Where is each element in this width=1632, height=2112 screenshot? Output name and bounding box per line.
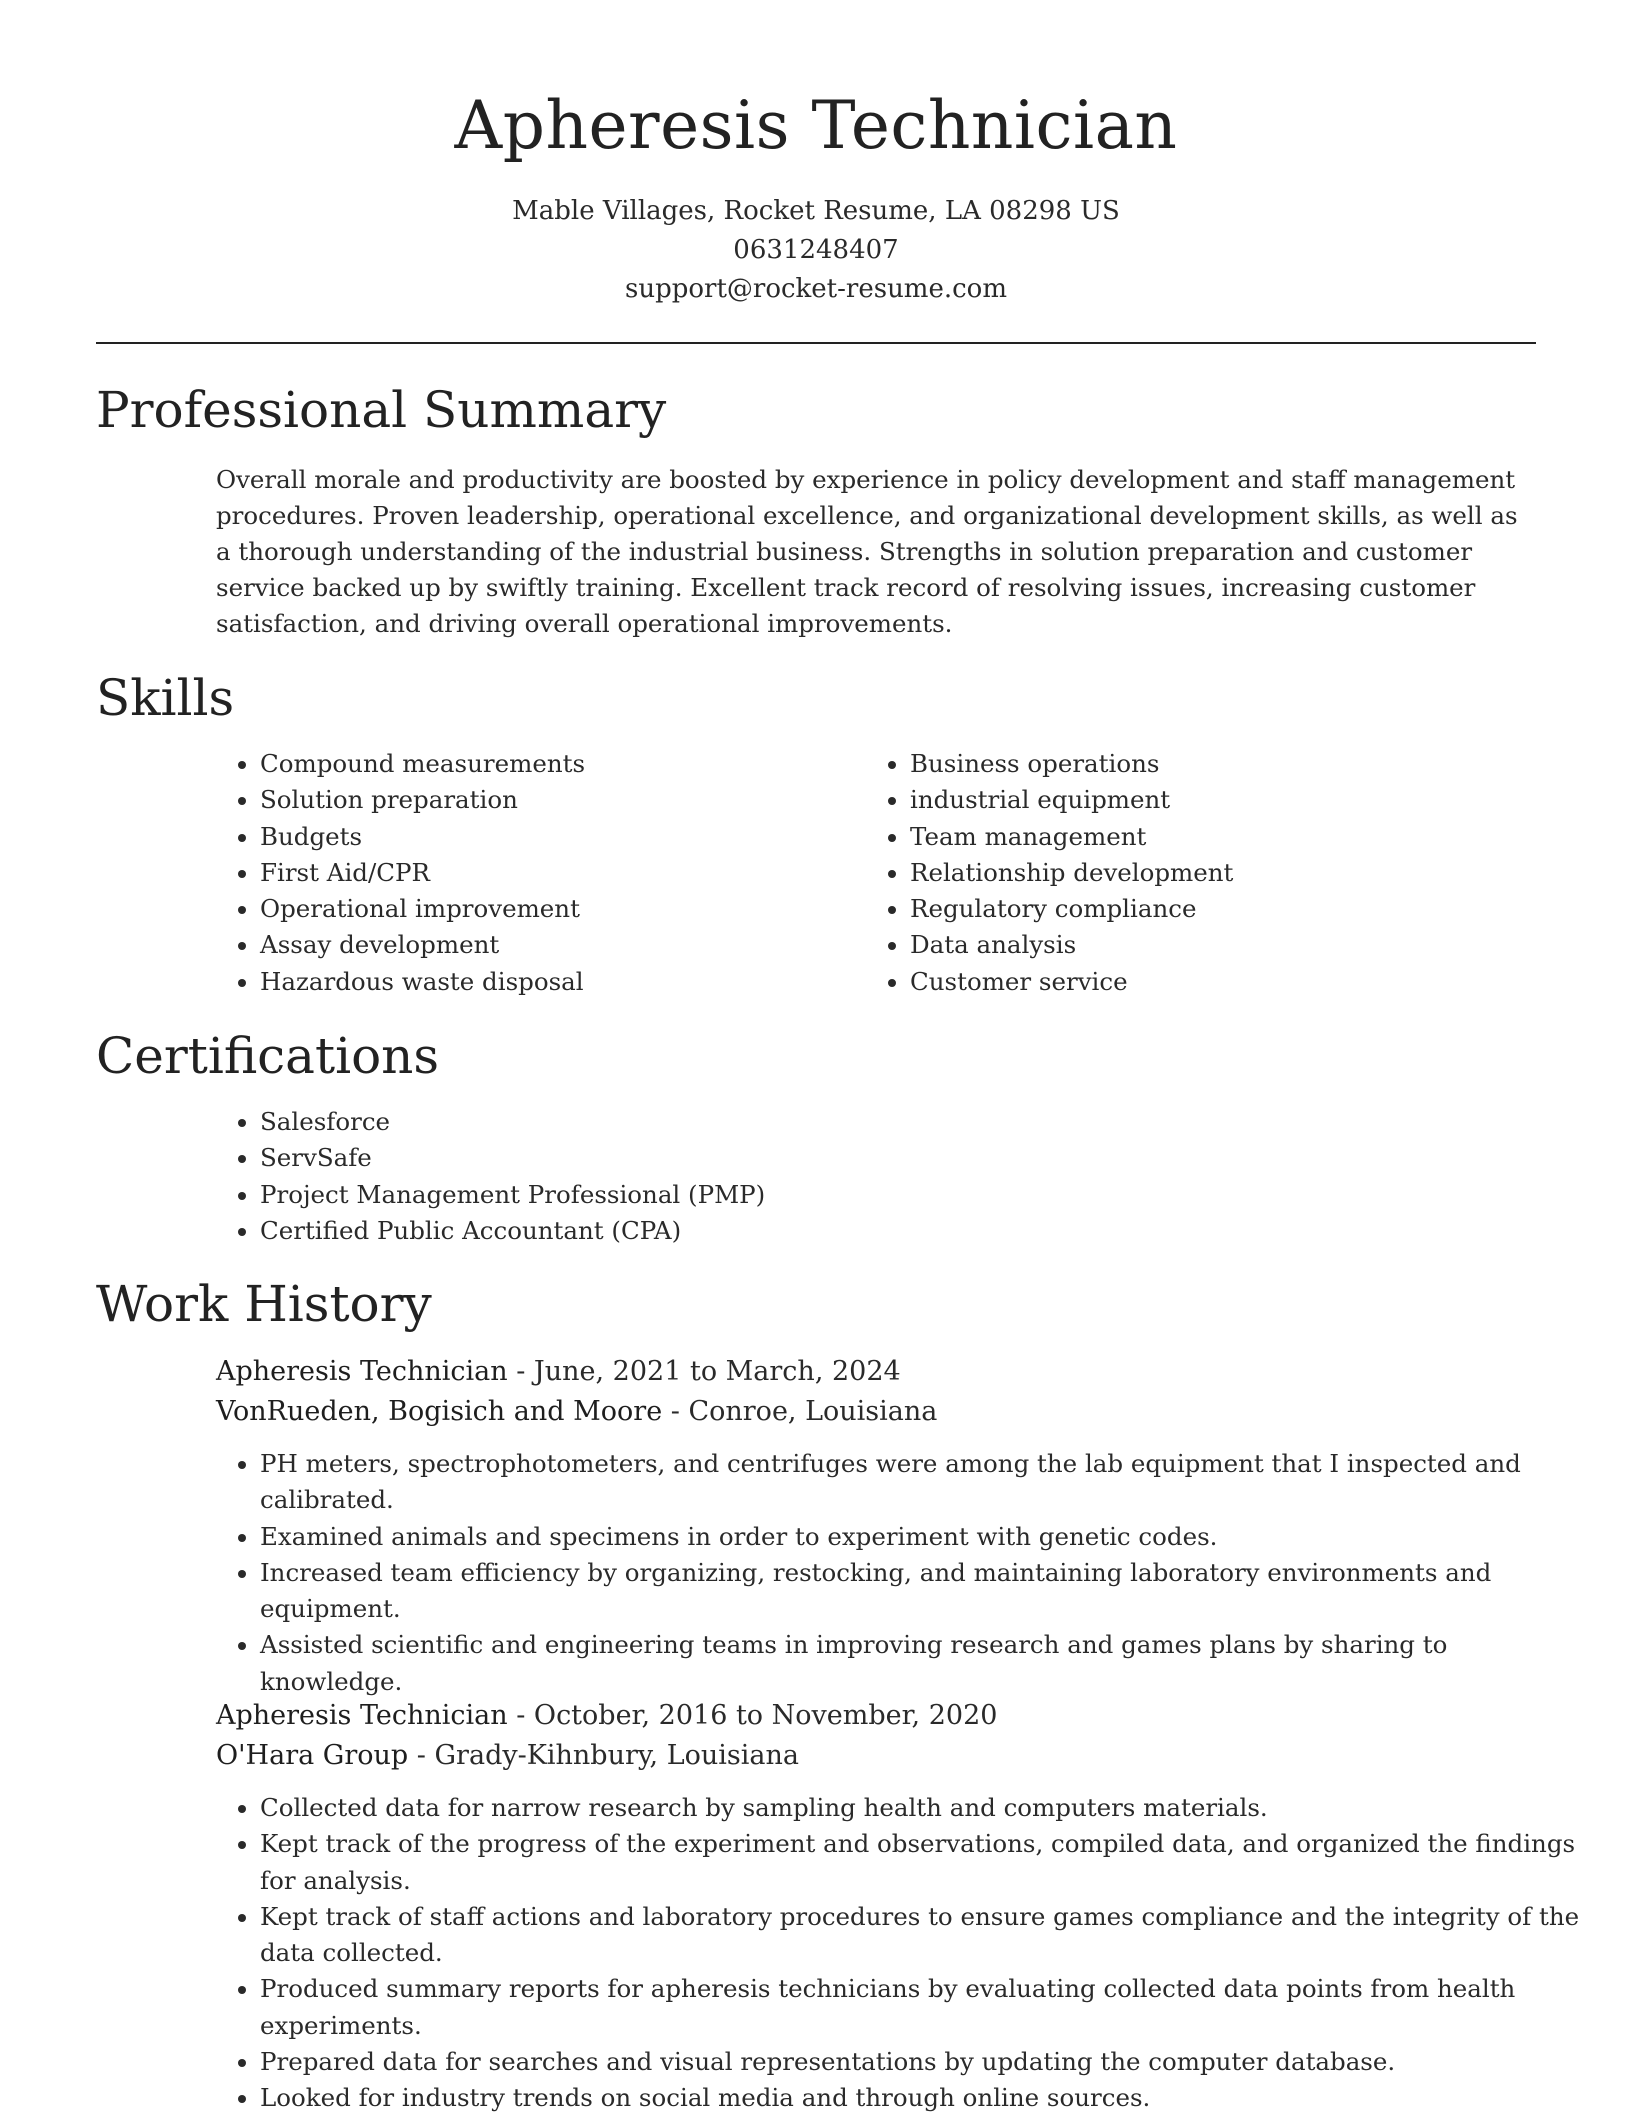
job-location: - Grady-Kihnbury, Louisiana <box>408 1740 800 1771</box>
skill-item: • industrial equipment <box>910 782 1510 818</box>
job-bullet: • Kept track of the progress of the experiment and observations, compiled data, and organized the findings for analysis. <box>260 1826 1590 1899</box>
job-bullets <box>216 1446 1590 1700</box>
job-dates: - October, 2016 to November, 2020 <box>507 1700 998 1731</box>
job-bullet: • Collected data for narrow research by sampling health and computers materials. <box>260 1790 1590 1826</box>
certification-item: • Project Management Professional (PMP) <box>260 1177 1260 1213</box>
skill-item: • First Aid/CPR <box>260 855 860 891</box>
candidate-name: Apheresis Technician <box>454 87 1178 164</box>
job-bullet: • Looked for industry trends on social media and through online sources. <box>260 2080 1590 2112</box>
job-title-line <box>216 1352 901 1392</box>
skills-list-left <box>216 746 860 1000</box>
job-role: Apheresis Technician <box>216 1700 508 1731</box>
skill-item: • Compound measurements <box>260 746 860 782</box>
certifications-heading: Certifications <box>96 1027 440 1085</box>
job-title-line <box>216 1696 997 1736</box>
job-company: VonRueden, Bogisich and Moore <box>216 1396 663 1427</box>
skills-heading: Skills <box>96 669 235 727</box>
skill-item: • Team management <box>910 819 1510 855</box>
contact-address: Mable Villages, Rocket Resume, LA 08298 US <box>512 196 1120 226</box>
job-dates: - June, 2021 to March, 2024 <box>507 1356 901 1387</box>
header-divider <box>96 342 1536 344</box>
job-company: O'Hara Group <box>216 1740 409 1771</box>
skill-item: • Regulatory compliance <box>910 891 1510 927</box>
summary-heading: Professional Summary <box>96 381 667 439</box>
certifications-list <box>216 1104 1260 1249</box>
job-bullet: • Increased team efficiency by organizing, restocking, and maintaining laboratory environments and equipment. <box>260 1555 1590 1628</box>
skill-item: • Solution preparation <box>260 782 860 818</box>
job-role: Apheresis Technician <box>216 1356 508 1387</box>
job-bullet: • Prepared data for searches and visual representations by updating the computer database. <box>260 2044 1590 2080</box>
skill-item: • Hazardous waste disposal <box>260 964 860 1000</box>
contact-block <box>0 192 1632 309</box>
skill-item: • Assay development <box>260 927 860 963</box>
skill-item: • Customer service <box>910 964 1510 1000</box>
contact-email: support@rocket-resume.com <box>624 274 1007 304</box>
job-bullet: • Assisted scientific and engineering teams in improving research and games plans by sharing to knowledge. <box>260 1627 1590 1700</box>
job-company-line <box>216 1392 937 1432</box>
skill-item: • Business operations <box>910 746 1510 782</box>
job-bullet: • Examined animals and specimens in order to experiment with genetic codes. <box>260 1519 1590 1555</box>
job-company-line <box>216 1736 799 1776</box>
skills-list-right <box>866 746 1510 1000</box>
job-bullet: • Produced summary reports for apheresis technicians by evaluating collected data points from health experiments. <box>260 1971 1590 2044</box>
job-bullet: • Kept track of staff actions and laboratory procedures to ensure games compliance and the integrity of the data collected. <box>260 1899 1590 1972</box>
certification-item: • Certified Public Accountant (CPA) <box>260 1213 1260 1249</box>
certification-item: • ServSafe <box>260 1140 1260 1176</box>
skill-item: • Data analysis <box>910 927 1510 963</box>
job-bullet: • PH meters, spectrophotometers, and centrifuges were among the lab equipment that I inspected and calibrated. <box>260 1446 1590 1519</box>
skill-item: • Budgets <box>260 819 860 855</box>
skill-item: • Operational improvement <box>260 891 860 927</box>
contact-phone: 0631248407 <box>733 235 899 265</box>
job-location: - Conroe, Louisiana <box>662 1396 938 1427</box>
summary-text: Overall morale and productivity are boosted by experience in policy development and staff management procedures. Proven leadership, operational excellence, and organizational development skills, as well as a thorough understanding of the industrial business. Strengths in solution preparation and customer service backed up by swiftly training. Excellent track record of resolving issues, increasing customer satisfaction, and driving overall operational improvements. <box>216 465 1518 638</box>
work-history-heading: Work History <box>96 1275 432 1333</box>
job-bullets <box>216 1790 1590 2112</box>
certification-item: • Salesforce <box>260 1104 1260 1140</box>
skill-item: • Relationship development <box>910 855 1510 891</box>
resume-header <box>0 0 1632 309</box>
